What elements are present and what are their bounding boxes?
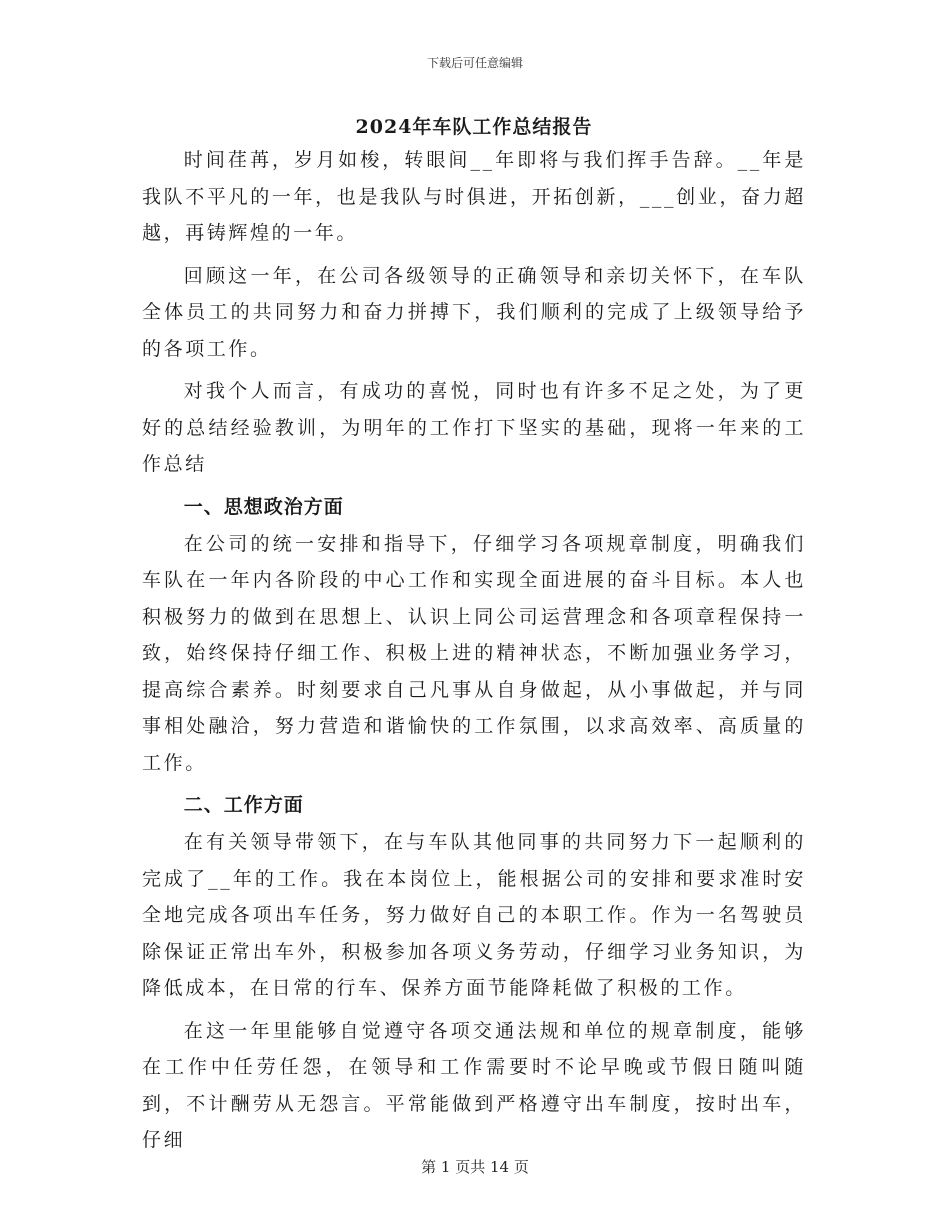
header-note: 下载后可任意编辑 bbox=[426, 56, 523, 70]
paragraph-review: 回顾这一年，在公司各级领导的正确领导和亲切关怀下，在车队全体员工的共同努力和奋力拼搏下，我们顺利的完成了上级领导给予的各项工作。 bbox=[142, 264, 806, 360]
page-number: 第 1 页共 14 页 bbox=[421, 1158, 529, 1176]
document-body bbox=[142, 112, 806, 1159]
paragraph-work: 在有关领导带领下，在与车队其他同事的共同努力下一起顺利的完成了__年的工作。我在本岗位上，能根据公司的安排和要求准时安全地完成各项出车任务，努力做好自己的本职工作。作为一名驾驶员除保证正常出车外，积极参加各项义务劳动，仔细学习业务知识，为降低成本，在日常的行车、保养方面节能降耗做了积极的工作。 bbox=[142, 831, 806, 999]
section-heading-work: 二、工作方面 bbox=[183, 794, 304, 816]
document-title: 2024年车队工作总结报告 bbox=[355, 116, 593, 138]
paragraph-personal: 对我个人而言，有成功的喜悦，同时也有许多不足之处，为了更好的总结经验教训，为明年的工作打下坚实的基础，现将一年来的工作总结 bbox=[142, 380, 806, 475]
paragraph-discipline: 在这一年里能够自觉遵守各项交通法规和单位的规章制度，能够在工作中任劳任怨，在领导和工作需要时不论早晚或节假日随叫随到，不计酬劳从无怨言。平常能做到严格遵守出车制度，按时出车，仔细 bbox=[142, 1019, 806, 1151]
paragraph-politics: 在公司的统一安排和指导下，仔细学习各项规章制度，明确我们车队在一年内各阶段的中心工作和实现全面进展的奋斗目标。本人也积极努力的做到在思想上、认识上同公司运营理念和各项章程保持一致，始终保持仔细工作、积极上进的精神状态，不断加强业务学习，提高综合素养。时刻要求自己凡事从自身做起，从小事做起，并与同事相处融洽，努力营造和谐愉快的工作氛围，以求高效率、高质量的工作。 bbox=[142, 532, 806, 774]
section-heading-politics: 一、思想政治方面 bbox=[183, 495, 344, 518]
paragraph-intro: 时间荏苒，岁月如梭，转眼间__年即将与我们挥手告辞。__年是我队不平凡的一年，也是我队与时俱进，开拓创新，___创业，奋力超越，再铸辉煌的一年。 bbox=[142, 149, 806, 244]
